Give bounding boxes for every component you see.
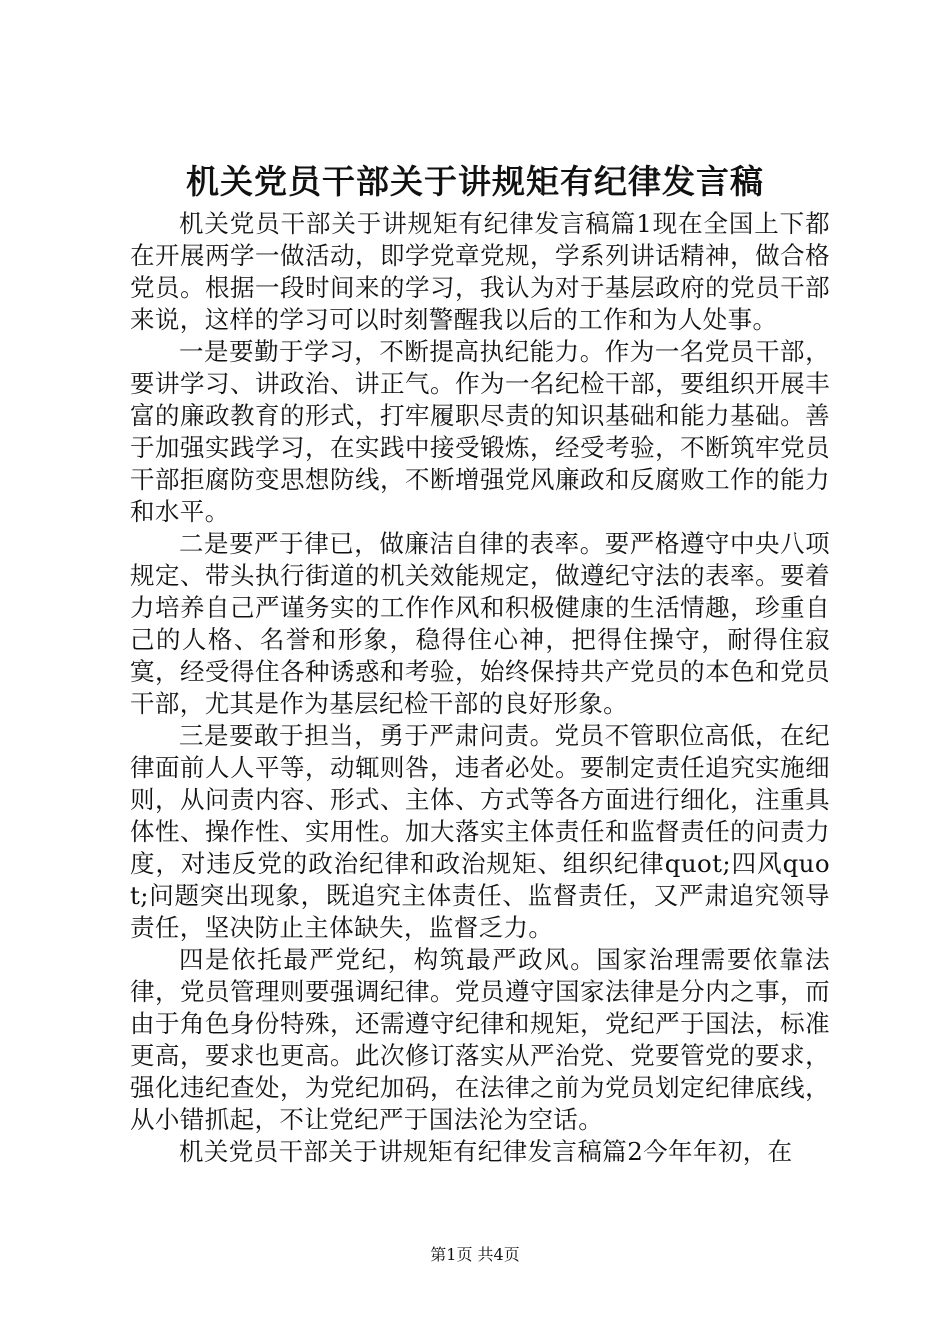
paragraph: 一是要勤于学习，不断提高执纪能力。作为一名党员干部，要讲学习、讲政治、讲正气。作为一名纪检干部，要组织开展丰富的廉政教育的形式，打牢履职尽责的知识基础和能力基础。善于加强实践学习，在实践中接受锻炼，经受考验，不断筑牢党员干部拒腐防变思想防线，不断增强党风廉政和反腐败工作的能力和水平。 xyxy=(130,337,830,526)
paragraph: 机关党员干部关于讲规矩有纪律发言稿篇2今年年初，在 xyxy=(179,1137,793,1166)
paragraph: 三是要敢于担当，勇于严肃问责。党员不管职位高低，在纪律面前人人平等，动辄则咎，违者必处。要制定责任追究实施细则，从问责内容、形式、主体、方式等各方面进行细化，注重具体性、操作性、实用性。加大落实主体责任和监督责任的问责力度，对违反党的政治纪律和政治规矩、组织纪律quot;四风quot;问题突出现象，既追究主体责任、监督责任，又严肃追究领导责任，坚决防止主体缺失，监督乏力。 xyxy=(130,721,830,942)
paragraph: 机关党员干部关于讲规矩有纪律发言稿篇1现在全国上下都在开展两学一做活动，即学党章党规，学系列讲话精神，做合格党员。根据一段时间来的学习，我认为对于基层政府的党员干部来说，这样的学习可以时刻警醒我以后的工作和为人处事。 xyxy=(130,209,830,334)
document-body xyxy=(130,208,830,1168)
page-footer: 第1页 共4页 xyxy=(430,1245,520,1264)
paragraph: 二是要严于律已，做廉洁自律的表率。要严格遵守中央八项规定、带头执行街道的机关效能规定，做遵纪守法的表率。要着力培养自己严谨务实的工作作风和积极健康的生活情趣，珍重自己的人格、名誉和形象，稳得住心神，把得住操守，耐得住寂寞，经受得住各种诱惑和考验，始终保持共产党员的本色和党员干部，尤其是作为基层纪检干部的良好形象。 xyxy=(130,529,830,718)
document-title: 机关党员干部关于讲规矩有纪律发言稿 xyxy=(186,162,764,201)
paragraph: 四是依托最严党纪，构筑最严政风。国家治理需要依靠法律，党员管理则要强调纪律。党员遵守国家法律是分内之事，而由于角色身份特殊，还需遵守纪律和规矩，党纪严于国法，标准更高，要求也更高。此次修订落实从严治党、党要管党的要求，强化违纪查处，为党纪加码，在法律之前为党员划定纪律底线，从小错抓起，不让党纪严于国法沦为空话。 xyxy=(130,945,830,1134)
